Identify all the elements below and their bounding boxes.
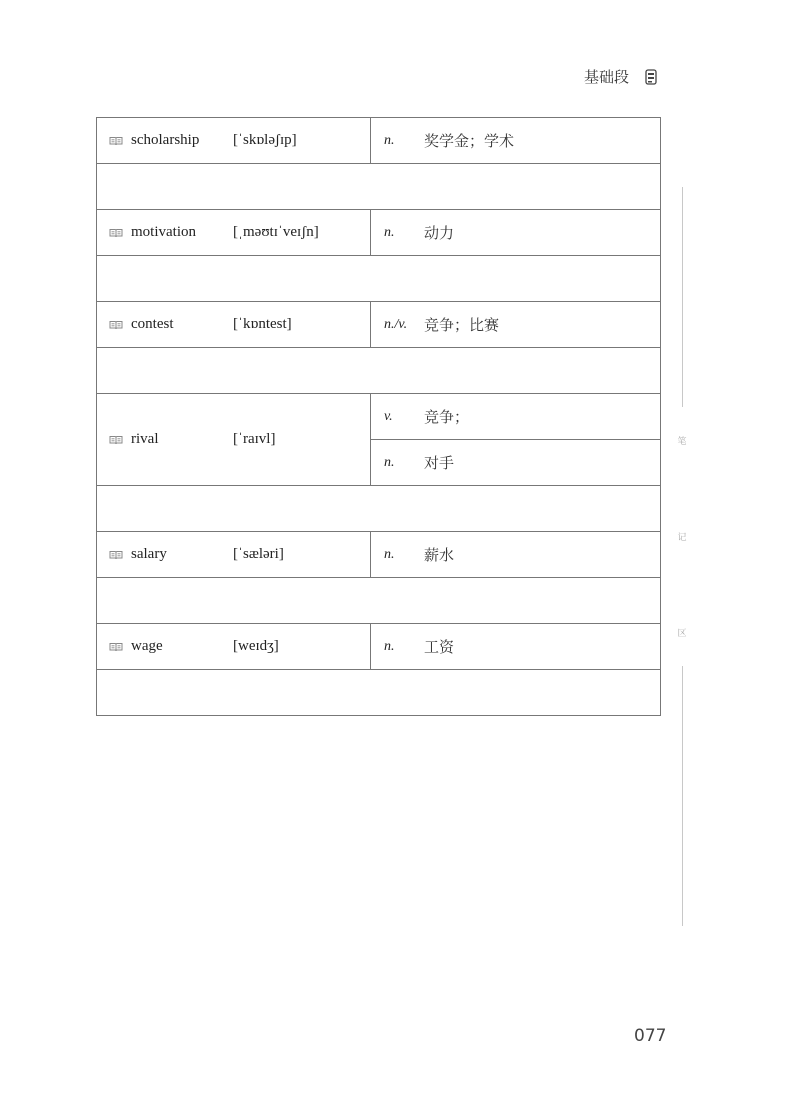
meaning: 动力 [424,224,455,242]
notes-row [97,670,661,716]
vocab-row [97,210,661,256]
open-book-icon [109,642,123,652]
open-book-icon [109,228,123,238]
notes-label-char: 区 [677,629,687,639]
word-cell [97,118,371,164]
notes-margin-rule-bottom [682,666,683,926]
page-number: 077 [634,1026,667,1046]
sense-cell [371,210,661,256]
word-cell [97,302,371,348]
notes-margin-rule-top [682,187,683,407]
part-of-speech: n./v. [384,316,408,332]
sense-cell [371,624,661,670]
blank-note-cell[interactable] [97,256,661,302]
open-book-icon [109,320,123,330]
phonetic: [ˈskɒləʃɪp] [233,132,297,148]
vocab-row [97,118,661,164]
word: contest [131,316,174,332]
part-of-speech: n. [384,638,395,654]
notes-row [97,486,661,532]
meaning: 薪水 [424,546,455,564]
sense-cell [371,302,661,348]
phonetic: [ˈraɪvl] [233,431,276,447]
stage-badge-icon [645,69,657,85]
word: salary [131,546,167,562]
open-book-icon [109,136,123,146]
meaning: 工资 [424,638,455,656]
notes-label-char: 笔 [677,437,687,447]
vocabulary-table [96,117,661,716]
notes-row [97,164,661,210]
phonetic: [ˈsæləri] [233,546,284,562]
word-cell [97,624,371,670]
notes-row [97,348,661,394]
part-of-speech: n. [384,224,395,240]
meaning: 对手 [424,454,455,472]
vocab-row [97,532,661,578]
blank-note-cell[interactable] [97,670,661,716]
blank-note-cell[interactable] [97,348,661,394]
vocab-row [97,394,661,440]
sense-cell [371,118,661,164]
part-of-speech: n. [384,546,395,562]
notes-row [97,256,661,302]
vocab-row [97,302,661,348]
part-of-speech: n. [384,454,395,470]
sense-cell [371,394,661,440]
phonetic: [ˈkɒntest] [233,316,292,332]
word: motivation [131,224,196,240]
meaning: 竞争； [424,408,470,426]
section-title: 基础段 [584,68,630,86]
word: wage [131,638,163,654]
word-cell [97,532,371,578]
page-header [584,66,657,87]
notes-row [97,578,661,624]
word-cell [97,210,371,256]
sense-cell [371,532,661,578]
open-book-icon [109,435,123,445]
phonetic: [ˌməʊtɪˈveɪʃn] [233,224,319,240]
meaning: 竞争；比赛 [424,316,500,334]
blank-note-cell[interactable] [97,486,661,532]
word-cell [97,394,371,486]
blank-note-cell[interactable] [97,164,661,210]
part-of-speech: n. [384,132,395,148]
phonetic: [weɪdʒ] [233,638,279,654]
notes-label-char: 记 [677,533,687,543]
word: rival [131,431,159,447]
vocab-row [97,624,661,670]
sense-cell [371,440,661,486]
meaning: 奖学金；学术 [424,132,515,150]
word: scholarship [131,132,200,148]
open-book-icon [109,550,123,560]
part-of-speech: v. [384,408,393,424]
blank-note-cell[interactable] [97,578,661,624]
